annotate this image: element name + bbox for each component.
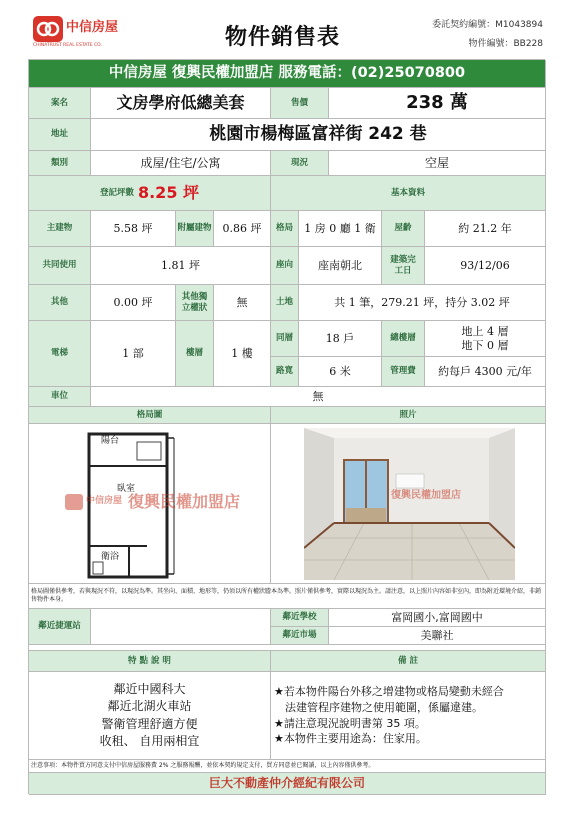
age-value: 約 21.2 年: [425, 211, 546, 247]
other-right-label: 其他獨立權狀: [176, 285, 214, 321]
units-value: 18 戶: [299, 321, 382, 357]
note-item: ★本物件主要用途為：住家用。: [274, 732, 427, 746]
type-label: 類別: [29, 151, 91, 176]
contract-number: 委託契約編號：M1043894: [432, 20, 543, 30]
land-value: 共 1 筆，279.21 坪，持分 3.02 坪: [299, 285, 546, 321]
main-building-label: 主建物: [29, 211, 91, 247]
road-width-label: 路寬: [271, 357, 299, 387]
layout-label: 格局: [271, 211, 299, 247]
floorplan-watermark: [65, 492, 240, 512]
other-value: 0.00 坪: [91, 285, 176, 321]
note-item: ★請注意現況說明書第 35 項。: [274, 716, 426, 730]
elevator-value: 1 部: [91, 321, 176, 387]
photo-header: 照片: [271, 407, 546, 424]
management-fee-value: 約每戶 4300 元/年: [425, 357, 546, 387]
feature-item: 收租、 自用兩相宜: [99, 733, 200, 748]
note-item: ★若本物件陽台外移之增建物或格局變動未經合: [274, 684, 504, 698]
registered-area-label: 登記坪數: [99, 187, 134, 198]
object-number: 物件編號：BB228: [468, 39, 543, 49]
store-banner: 中信房屋 復興民權加盟店 服務電話：(02)25070800: [29, 60, 546, 88]
road-width-value: 6 米: [299, 357, 382, 387]
price-label: 售價: [271, 88, 329, 119]
management-fee-label: 管理費: [382, 357, 425, 387]
feature-item: 警衛管理舒適方便: [101, 716, 198, 731]
registered-area-value: 8.25 坪: [137, 183, 200, 202]
notes-header: 備 註: [271, 651, 546, 672]
case-label: 案名: [29, 88, 91, 119]
case-name: 文房學府低總美套: [91, 88, 271, 119]
floorplan-header: 格局圖: [29, 407, 271, 424]
orientation-value: 座南朝北: [299, 247, 382, 285]
basic-info-header: 基本資料: [271, 176, 546, 211]
parking-label: 車位: [29, 387, 91, 407]
status-label: 現況: [271, 151, 329, 176]
units-label: 同層: [271, 321, 299, 357]
footer-note: 注意事項：本物件買方同意支付中信房屋服務費 2% 之服務報酬，並依本契約規定支付，買方同意並已閱讀，以上內容僅供參考。: [29, 760, 546, 773]
notes-list: [271, 672, 546, 760]
company-name: 巨大不動產仲介經紀有限公司: [29, 773, 546, 795]
features-header: 特 點 說 明: [29, 651, 271, 672]
bath-label: 衛浴: [101, 552, 120, 562]
address-label: 地址: [29, 119, 91, 151]
bedroom-label: 臥室: [117, 484, 136, 494]
floors-above: 地上 4 層: [461, 324, 509, 338]
mrt-value: [91, 609, 271, 645]
features-list: [29, 672, 271, 760]
disclaimer: 格局圖僅供參考，若與現況不符，以現況為準。其坐向、面積、地形等，仍須以所有權狀謄本為準。照片僅供參考，實際以現況為主。請注意，以上照片內容如非室內，即為附近環境介紹，非銷售物件本身。: [29, 584, 546, 609]
layout-value: 1 房 0 廳 1 衛: [299, 211, 382, 247]
market-label: 鄰近市場: [271, 627, 329, 645]
completed-label: 建築完工日: [382, 247, 425, 285]
page-title: 物件銷售表: [224, 25, 340, 50]
parking-value: 無: [91, 387, 546, 407]
photo-watermark: 復興民權加盟店: [391, 490, 461, 501]
address-value: 桃園市楊梅區富祥街 242 巷: [91, 119, 546, 151]
feature-item: 鄰近北湖火車站: [107, 699, 192, 714]
total-floors-label: 總樓層: [382, 321, 425, 357]
note-item: 法建管程序建物之使用範圍，係屬違建。: [274, 700, 483, 714]
watermark-logo-icon: [65, 494, 83, 510]
common-use-value: 1.81 坪: [91, 247, 271, 285]
total-floors-value: [425, 321, 546, 357]
mrt-label: 鄰近捷運站: [29, 609, 91, 645]
other-right-value: 無: [214, 285, 271, 321]
photo-panel: [271, 424, 546, 584]
completed-value: 93/12/06: [425, 247, 546, 285]
main-building-value: 5.58 坪: [91, 211, 176, 247]
school-label: 鄰近學校: [271, 609, 329, 627]
type-value: 成屋/住宅/公寓: [91, 151, 271, 176]
floor-value: 1 樓: [214, 321, 271, 387]
floors-below: 地下 0 層: [461, 338, 509, 352]
orientation-label: 座向: [271, 247, 299, 285]
logo-subtext: CHINATRUST REAL ESTATE CO.: [33, 43, 102, 48]
age-label: 屋齡: [382, 211, 425, 247]
price-value: 238 萬: [329, 88, 546, 119]
school-value: 富岡國小,富岡國中: [329, 609, 546, 627]
aux-building-label: 附屬建物: [176, 211, 214, 247]
floor-label: 樓層: [176, 321, 214, 387]
registered-area: [29, 176, 271, 211]
balcony-label: 陽台: [101, 436, 120, 446]
feature-item: 鄰近中國科大: [113, 681, 186, 696]
elevator-label: 電梯: [29, 321, 91, 387]
common-use-label: 共同使用: [29, 247, 91, 285]
watermark-logo-text: 中信房屋: [86, 496, 123, 507]
status-value: 空屋: [329, 151, 546, 176]
land-label: 土地: [271, 285, 299, 321]
sales-table: [28, 59, 545, 794]
logo-text: 中信房屋: [66, 20, 119, 35]
other-label: 其他: [29, 285, 91, 321]
room-photo: [304, 428, 515, 580]
watermark-text: 復興民權加盟店: [128, 492, 241, 511]
market-value: 美聯社: [329, 627, 546, 645]
aux-building-value: 0.86 坪: [214, 211, 271, 247]
floorplan-panel: [29, 424, 271, 584]
